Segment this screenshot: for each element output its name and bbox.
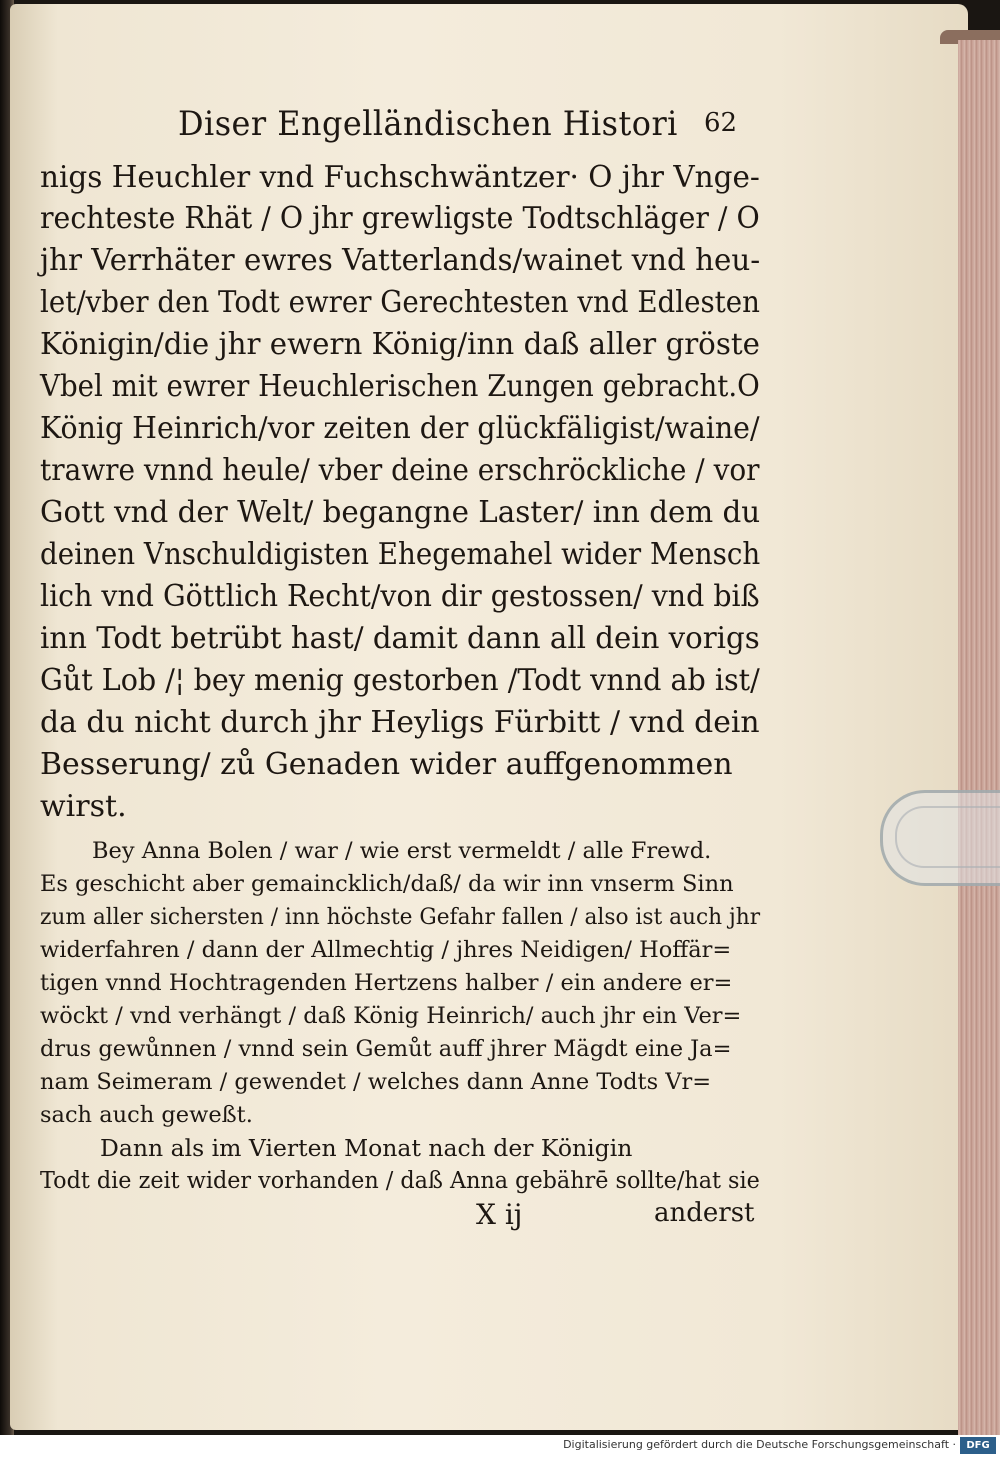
text-line: nam Seimeram / gewendet / welches dann Anne Todts Vr= xyxy=(40,1069,712,1095)
dfg-logo: DFG xyxy=(960,1437,996,1454)
text-line: wöckt / vnd verhängt / daß König Heinrich/ auch jhr ein Ver= xyxy=(40,1003,742,1029)
text-line: Vbel mit ewrer Heuchlerischen Zungen gebracht.O xyxy=(40,369,760,404)
text-line: trawre vnnd heule/ vber deine erschröckliche / vor xyxy=(40,453,760,488)
text-line: rechteste Rhät / O jhr grewligste Todtschläger / O xyxy=(40,201,760,236)
text-line: let/vber den Todt ewrer Gerechtesten vnd Edlesten xyxy=(40,285,760,320)
text-line: drus gewůnnen / vnnd sein Gemůt auff jhrer Mägdt eine Ja= xyxy=(40,1036,732,1062)
text-line: inn Todt betrübt hast/ damit dann all dein vorigs xyxy=(40,621,760,656)
signature-mark: X ij xyxy=(476,1198,523,1231)
text-line: Todt die zeit wider vorhanden / daß Anna gebährē sollte/hat sie xyxy=(40,1166,760,1194)
text-line: lich vnd Göttlich Recht/von dir gestossen/ vnd biß xyxy=(40,579,760,614)
text-line: König Heinrich/vor zeiten der glückfäligist/waine/ xyxy=(40,411,760,446)
text-line: Gott vnd der Welt/ begangne Laster/ inn dem du xyxy=(40,495,761,530)
funding-notice: Digitalisierung gefördert durch die Deutsche Forschungsgemeinschaft · xyxy=(563,1438,956,1451)
text-line: zum aller sichersten / inn höchste Gefahr fallen / also ist auch jhr xyxy=(40,904,761,930)
text-line: sach auch geweßt. xyxy=(40,1102,253,1128)
text-line: wirst. xyxy=(40,789,127,824)
book-block-edges xyxy=(958,40,1000,1435)
page-number: 62 xyxy=(704,108,738,138)
text-line: da du nicht durch jhr Heyligs Fürbitt / vnd dein xyxy=(40,705,760,740)
text-line: Königin/die jhr ewern König/inn daß aller gröste xyxy=(40,327,760,362)
running-head-title: Diser Engelländischen Histori xyxy=(178,104,678,144)
text-line: Besserung/ zů Genaden wider auffgenommen xyxy=(40,747,733,782)
text-line: Gůt Lob /¦ bey menig gestorben /Todt vnnd ab ist/ xyxy=(40,663,760,698)
text-line: jhr Verrhäter ewres Vatterlands/wainet vnd heu- xyxy=(40,243,761,278)
text-line: nigs Heuchler vnd Fuchschwäntzer· O jhr Vnge- xyxy=(40,160,760,195)
text-line: Dann als im Vierten Monat nach der Königin xyxy=(100,1134,633,1162)
show-through-text xyxy=(770,770,790,794)
catchword: anderst xyxy=(654,1198,755,1228)
text-line: tigen vnnd Hochtragenden Hertzens halber / ein andere er= xyxy=(40,970,733,996)
text-line: deinen Vnschuldigisten Ehegemahel wider Mensch xyxy=(40,537,761,572)
text-line: Es geschicht aber gemaincklich/daß/ da wir inn vnserm Sinn xyxy=(40,871,734,897)
footer-bar xyxy=(0,1435,1000,1457)
page-clip-inner xyxy=(895,806,1000,868)
text-line: widerfahren / dann der Allmechtig / jhres Neidigen/ Hoffär= xyxy=(40,937,732,963)
text-line: Bey Anna Bolen / war / wie erst vermeldt / alle Frewd. xyxy=(92,838,712,864)
